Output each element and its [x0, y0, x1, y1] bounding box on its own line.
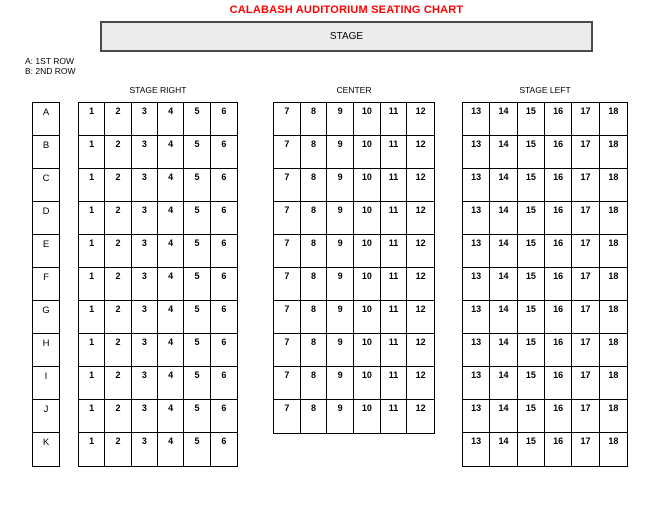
seat-B-5: 5 — [184, 136, 210, 169]
seat-B-16: 16 — [545, 136, 572, 169]
seat-G-7: 7 — [274, 301, 301, 334]
legend-line-1: A: 1ST ROW — [25, 56, 74, 66]
seat-K-18: 18 — [608, 436, 619, 446]
seat-I-14: 14 — [490, 367, 517, 400]
seat-F-3: 3 — [132, 268, 158, 301]
row-label-C: C — [33, 169, 59, 202]
seat-B-13: 13 — [463, 136, 490, 169]
seat-J-2: 2 — [105, 400, 131, 433]
seat-J-17: 17 — [572, 400, 599, 433]
seat-E-4: 4 — [158, 235, 184, 268]
seat-E-3: 3 — [132, 235, 158, 268]
seat-H-9: 9 — [327, 334, 354, 367]
seat-H-17: 17 — [572, 334, 599, 367]
seat-C-15: 15 — [518, 169, 545, 202]
seat-D-6: 6 — [211, 202, 237, 235]
seat-grid-stage-right — [78, 102, 238, 467]
seat-B-8: 8 — [301, 136, 328, 169]
seat-H-16: 16 — [545, 334, 572, 367]
seat-F-1: 1 — [79, 268, 105, 301]
seat-A-9: 9 — [327, 103, 354, 136]
seat-A-15: 15 — [518, 103, 545, 136]
seat-I-5: 5 — [184, 367, 210, 400]
seat-A-16: 16 — [545, 103, 572, 136]
seat-I-10: 10 — [354, 367, 381, 400]
seat-H-1: 1 — [79, 334, 105, 367]
seat-I-6: 6 — [211, 367, 237, 400]
seat-K-14: 14 — [490, 433, 517, 466]
seat-grid-stage-left — [462, 102, 628, 467]
seat-I-9: 9 — [327, 367, 354, 400]
row-label-column — [32, 102, 60, 467]
row-label-I: I — [33, 367, 59, 400]
seat-H-4: 4 — [158, 334, 184, 367]
row-label-H: H — [33, 334, 59, 367]
seat-B-10: 10 — [354, 136, 381, 169]
seat-G-12: 12 — [407, 301, 434, 334]
seat-I-4: 4 — [158, 367, 184, 400]
seat-A-12: 12 — [407, 103, 434, 136]
seat-D-17: 17 — [572, 202, 599, 235]
seat-A-18: 18 — [600, 103, 627, 136]
seat-A-14: 14 — [490, 103, 517, 136]
row-label-F: F — [33, 268, 59, 301]
seat-C-6: 6 — [211, 169, 237, 202]
seat-C-5: 5 — [184, 169, 210, 202]
seat-C-7: 7 — [274, 169, 301, 202]
seat-A-11: 11 — [381, 103, 408, 136]
seat-G-11: 11 — [381, 301, 408, 334]
seat-B-11: 11 — [381, 136, 408, 169]
seat-A-2: 2 — [105, 103, 131, 136]
seat-G-2: 2 — [105, 301, 131, 334]
seat-E-9: 9 — [327, 235, 354, 268]
seat-G-16: 16 — [545, 301, 572, 334]
seat-J-18: 18 — [600, 400, 627, 433]
seat-D-12: 12 — [407, 202, 434, 235]
seat-B-7: 7 — [274, 136, 301, 169]
seat-G-5: 5 — [184, 301, 210, 334]
seat-grid-center — [273, 102, 435, 434]
section-header-stage-right: STAGE RIGHT — [129, 85, 187, 95]
seat-D-13: 13 — [463, 202, 490, 235]
seat-J-9: 9 — [327, 400, 354, 433]
seat-I-2: 2 — [105, 367, 131, 400]
seat-J-15: 15 — [518, 400, 545, 433]
seat-J-8: 8 — [301, 400, 328, 433]
seat-D-10: 10 — [354, 202, 381, 235]
seat-B-12: 12 — [407, 136, 434, 169]
page-title: CALABASH AUDITORIUM SEATING CHART — [229, 4, 464, 16]
seat-G-1: 1 — [79, 301, 105, 334]
seat-F-6: 6 — [211, 268, 237, 301]
seat-I-11: 11 — [381, 367, 408, 400]
seat-I-15: 15 — [518, 367, 545, 400]
seat-D-14: 14 — [490, 202, 517, 235]
seat-E-7: 7 — [274, 235, 301, 268]
seat-J-5: 5 — [184, 400, 210, 433]
seat-D-2: 2 — [105, 202, 131, 235]
seat-I-13: 13 — [463, 367, 490, 400]
seat-C-13: 13 — [463, 169, 490, 202]
seat-D-7: 7 — [274, 202, 301, 235]
seat-C-18: 18 — [600, 169, 627, 202]
stage-label: STAGE — [329, 31, 364, 42]
seat-G-4: 4 — [158, 301, 184, 334]
row-label-G: G — [33, 301, 59, 334]
seat-A-4: 4 — [158, 103, 184, 136]
row-label-D: D — [33, 202, 59, 235]
seat-G-6: 6 — [211, 301, 237, 334]
seat-I-18: 18 — [600, 367, 627, 400]
seat-B-4: 4 — [158, 136, 184, 169]
seat-C-17: 17 — [572, 169, 599, 202]
seat-F-2: 2 — [105, 268, 131, 301]
seat-K-1: 1 — [79, 433, 105, 466]
seat-I-12: 12 — [407, 367, 434, 400]
seat-G-3: 3 — [132, 301, 158, 334]
row-label-E: E — [33, 235, 59, 268]
seat-H-11: 11 — [381, 334, 408, 367]
seat-E-17: 17 — [572, 235, 599, 268]
seat-H-7: 7 — [274, 334, 301, 367]
seat-D-11: 11 — [381, 202, 408, 235]
seat-H-15: 15 — [518, 334, 545, 367]
seat-E-2: 2 — [105, 235, 131, 268]
seat-B-6: 6 — [211, 136, 237, 169]
row-label-A: A — [33, 103, 59, 136]
seat-D-9: 9 — [327, 202, 354, 235]
seat-J-12: 12 — [415, 403, 426, 413]
seat-J-14: 14 — [490, 400, 517, 433]
seat-D-1: 1 — [79, 202, 105, 235]
seat-J-1: 1 — [79, 400, 105, 433]
seat-F-13: 13 — [463, 268, 490, 301]
row-label-B: B — [33, 136, 59, 169]
seat-E-18: 18 — [600, 235, 627, 268]
seat-H-13: 13 — [463, 334, 490, 367]
seat-C-2: 2 — [105, 169, 131, 202]
section-header-stage-left: STAGE LEFT — [519, 85, 571, 95]
seat-K-16: 16 — [545, 433, 572, 466]
seat-H-8: 8 — [301, 334, 328, 367]
seat-C-12: 12 — [407, 169, 434, 202]
seat-F-5: 5 — [184, 268, 210, 301]
seat-I-3: 3 — [132, 367, 158, 400]
seat-I-7: 7 — [274, 367, 301, 400]
seat-A-13: 13 — [463, 103, 490, 136]
seat-E-14: 14 — [490, 235, 517, 268]
seat-E-12: 12 — [407, 235, 434, 268]
seat-K-2: 2 — [105, 433, 131, 466]
seat-B-2: 2 — [105, 136, 131, 169]
seat-B-18: 18 — [600, 136, 627, 169]
seat-K-4: 4 — [158, 433, 184, 466]
seat-K-3: 3 — [132, 433, 158, 466]
seat-G-14: 14 — [490, 301, 517, 334]
seat-F-8: 8 — [301, 268, 328, 301]
seat-E-16: 16 — [545, 235, 572, 268]
seat-H-14: 14 — [490, 334, 517, 367]
seat-J-16: 16 — [545, 400, 572, 433]
seat-C-9: 9 — [327, 169, 354, 202]
seat-K-13: 13 — [463, 433, 490, 466]
seat-F-18: 18 — [600, 268, 627, 301]
seat-K-6: 6 — [221, 436, 227, 446]
seat-I-17: 17 — [572, 367, 599, 400]
seat-K-15: 15 — [518, 433, 545, 466]
seat-A-10: 10 — [354, 103, 381, 136]
seat-E-10: 10 — [354, 235, 381, 268]
row-label-J: J — [33, 400, 59, 433]
seat-H-10: 10 — [354, 334, 381, 367]
section-header-center: CENTER — [336, 85, 372, 95]
seat-J-4: 4 — [158, 400, 184, 433]
seat-A-8: 8 — [301, 103, 328, 136]
seat-B-15: 15 — [518, 136, 545, 169]
seat-H-3: 3 — [132, 334, 158, 367]
seat-C-4: 4 — [158, 169, 184, 202]
legend-line-2: B: 2ND ROW — [25, 66, 76, 76]
seat-C-8: 8 — [301, 169, 328, 202]
seat-C-11: 11 — [381, 169, 408, 202]
seat-K-17: 17 — [572, 433, 599, 466]
seat-B-14: 14 — [490, 136, 517, 169]
seat-G-17: 17 — [572, 301, 599, 334]
seat-H-12: 12 — [407, 334, 434, 367]
seat-F-16: 16 — [545, 268, 572, 301]
seat-F-12: 12 — [407, 268, 434, 301]
seat-I-8: 8 — [301, 367, 328, 400]
seat-E-8: 8 — [301, 235, 328, 268]
legend — [25, 56, 76, 76]
seat-F-11: 11 — [381, 268, 408, 301]
seat-J-7: 7 — [274, 400, 301, 433]
seat-F-17: 17 — [572, 268, 599, 301]
seat-C-10: 10 — [354, 169, 381, 202]
seat-E-1: 1 — [79, 235, 105, 268]
seat-F-7: 7 — [274, 268, 301, 301]
seat-B-17: 17 — [572, 136, 599, 169]
seat-J-3: 3 — [132, 400, 158, 433]
seat-E-5: 5 — [184, 235, 210, 268]
seat-J-13: 13 — [463, 400, 490, 433]
row-label-K: K — [42, 437, 50, 448]
seat-A-5: 5 — [184, 103, 210, 136]
seat-J-11: 11 — [381, 400, 408, 433]
seat-F-9: 9 — [327, 268, 354, 301]
seat-D-3: 3 — [132, 202, 158, 235]
seat-G-9: 9 — [327, 301, 354, 334]
stage-box — [100, 21, 593, 52]
seat-J-10: 10 — [354, 400, 381, 433]
seat-F-14: 14 — [490, 268, 517, 301]
seat-E-15: 15 — [518, 235, 545, 268]
seat-A-6: 6 — [211, 103, 237, 136]
seat-D-15: 15 — [518, 202, 545, 235]
seat-E-13: 13 — [463, 235, 490, 268]
seat-C-14: 14 — [490, 169, 517, 202]
seat-K-5: 5 — [184, 433, 210, 466]
seat-H-2: 2 — [105, 334, 131, 367]
seat-E-11: 11 — [381, 235, 408, 268]
seat-B-3: 3 — [132, 136, 158, 169]
seat-B-9: 9 — [327, 136, 354, 169]
seat-H-6: 6 — [211, 334, 237, 367]
seat-C-3: 3 — [132, 169, 158, 202]
seat-B-1: 1 — [79, 136, 105, 169]
seat-A-7: 7 — [274, 103, 301, 136]
seat-G-13: 13 — [463, 301, 490, 334]
seat-C-16: 16 — [545, 169, 572, 202]
seat-A-17: 17 — [572, 103, 599, 136]
seat-D-16: 16 — [545, 202, 572, 235]
seat-F-10: 10 — [354, 268, 381, 301]
seat-D-18: 18 — [600, 202, 627, 235]
seat-G-8: 8 — [301, 301, 328, 334]
seat-F-4: 4 — [158, 268, 184, 301]
seat-C-1: 1 — [79, 169, 105, 202]
seat-G-15: 15 — [518, 301, 545, 334]
seat-G-10: 10 — [354, 301, 381, 334]
seat-D-8: 8 — [301, 202, 328, 235]
seat-D-4: 4 — [158, 202, 184, 235]
seat-I-1: 1 — [79, 367, 105, 400]
seat-J-6: 6 — [211, 400, 237, 433]
seat-A-3: 3 — [132, 103, 158, 136]
seat-D-5: 5 — [184, 202, 210, 235]
seat-I-16: 16 — [545, 367, 572, 400]
seat-H-5: 5 — [184, 334, 210, 367]
seat-A-1: 1 — [79, 103, 105, 136]
seat-F-15: 15 — [518, 268, 545, 301]
seat-E-6: 6 — [211, 235, 237, 268]
seat-H-18: 18 — [600, 334, 627, 367]
seat-G-18: 18 — [600, 301, 627, 334]
